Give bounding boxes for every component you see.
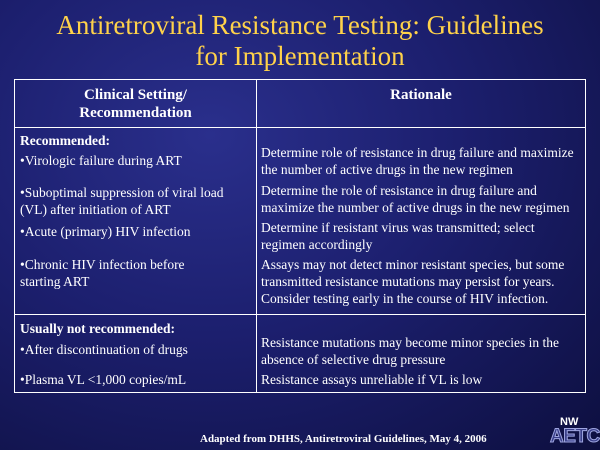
slide-title-line-1: Antiretroviral Resistance Testing: Guidelines — [56, 10, 544, 40]
rationale-cell: Determine the role of resistance in drug failure and maximize the number of active drugs in the new regimen — [261, 183, 570, 215]
rationale-cell: Determine if resistant virus was transmitted; select regimen accordingly — [261, 220, 535, 252]
logo-aetc-text: AETC — [550, 426, 600, 447]
rationale-cell: Resistance mutations may become minor species in the absence of selective drug pressure — [261, 335, 560, 367]
logo-nw-text: NW — [560, 416, 579, 428]
rationale-cell: Assays may not detect minor resistant species, but some transmitted resistance mutations may persist for years. Consider testing early in the course of HIV infection. — [261, 257, 565, 306]
header-clinical-setting: Clinical Setting/ Recommendation — [79, 87, 192, 121]
slide-title — [0, 10, 600, 72]
setting-cell: •Acute (primary) HIV infection — [20, 224, 191, 239]
nw-aetc-logo — [550, 416, 600, 448]
setting-cell: •After discontinuation of drugs — [20, 342, 188, 357]
setting-cell: •Virologic failure during ART — [20, 153, 182, 168]
rationale-cell: Determine role of resistance in drug failure and maximize the number of active drugs in the new regimen — [261, 145, 574, 177]
header-rationale: Rationale — [390, 87, 452, 103]
slide-title-line-2: for Implementation — [195, 41, 405, 71]
header-divider — [15, 127, 585, 128]
setting-cell: •Plasma VL <1,000 copies/mL — [20, 372, 187, 387]
source-citation: Adapted from DHHS, Antiretroviral Guidelines, May 4, 2006 — [200, 433, 487, 445]
rationale-cell: Resistance assays unreliable if VL is low — [261, 372, 483, 387]
setting-cell: •Chronic HIV infection before starting ART — [20, 257, 185, 289]
guidelines-table — [14, 79, 586, 393]
section-heading-not-recommended: Usually not recommended: — [20, 321, 175, 336]
section-heading-recommended: Recommended: — [20, 133, 110, 148]
setting-cell: •Suboptimal suppression of viral load (VL) after initiation of ART — [20, 185, 224, 217]
section-divider — [15, 314, 585, 315]
